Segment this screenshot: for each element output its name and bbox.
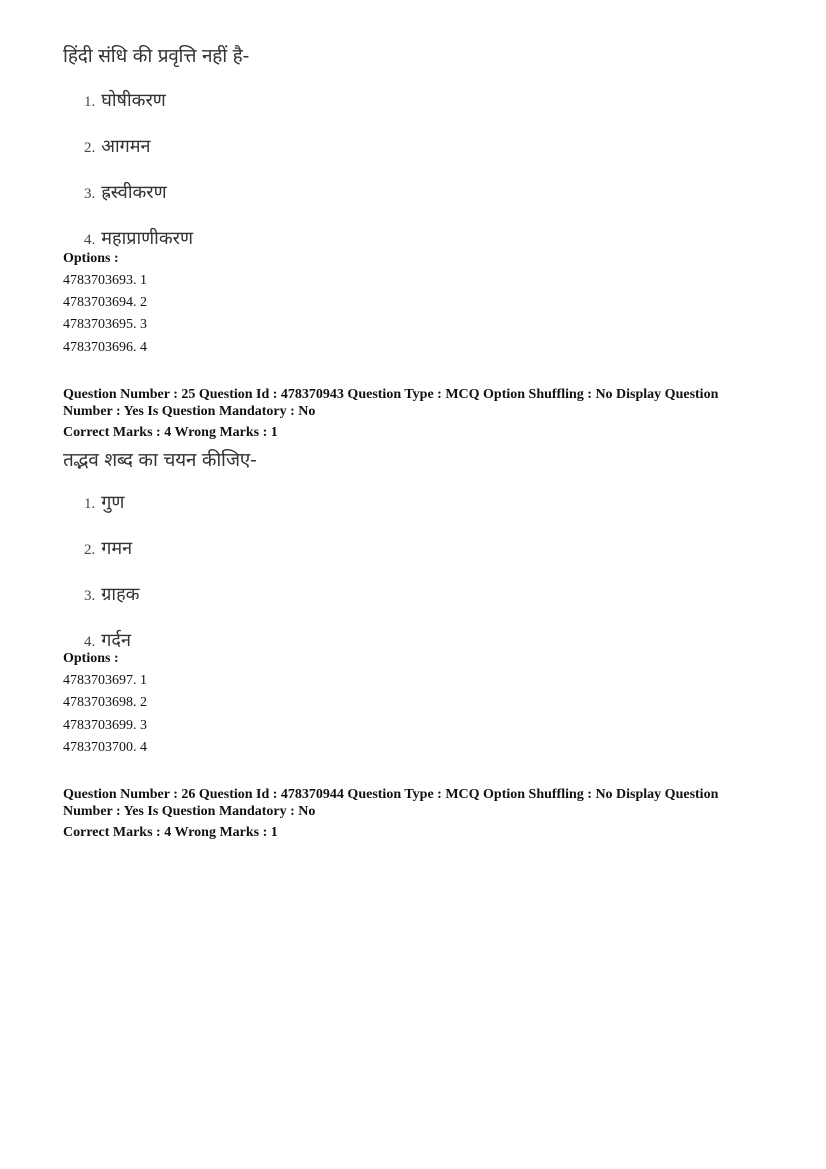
choice-text: महाप्राणीकरण (101, 228, 194, 249)
choice-text: गमन (101, 538, 133, 559)
option-id: 4783703700. 4 (63, 740, 147, 755)
choice-text: गुण (101, 492, 125, 513)
question-meta-line: Question Number : 25 Question Id : 478370943 Question Type : MCQ Option Shuffling : No Display Question (63, 387, 719, 402)
choice-text: घोषीकरण (101, 90, 166, 111)
option-id: 4783703699. 3 (63, 718, 147, 733)
options-label: Options : (63, 251, 119, 266)
option-id: 4783703696. 4 (63, 340, 147, 355)
question-24-choice-1 (84, 88, 166, 112)
question-25-text: तद्भव शब्द का चयन कीजिए- (63, 449, 257, 471)
option-id: 4783703695. 3 (63, 317, 147, 332)
question-24-choice-2 (84, 134, 151, 158)
question-26-meta (63, 786, 763, 841)
choice-text: गर्दन (101, 630, 131, 651)
choice-number: 3. (84, 186, 96, 202)
choice-number: 4. (84, 634, 96, 650)
choice-number: 2. (84, 542, 96, 558)
choice-number: 1. (84, 94, 96, 110)
choice-number: 2. (84, 140, 96, 156)
options-label: Options : (63, 651, 119, 666)
choice-text: ग्राहक (101, 584, 140, 605)
question-25-choice-4 (84, 628, 131, 652)
option-id: 4783703698. 2 (63, 695, 147, 710)
question-24-choice-3 (84, 180, 167, 204)
option-id: 4783703694. 2 (63, 295, 147, 310)
question-25-choice-3 (84, 582, 139, 606)
question-meta-line: Number : Yes Is Question Mandatory : No (63, 404, 316, 419)
question-marks: Correct Marks : 4 Wrong Marks : 1 (63, 825, 278, 840)
question-meta-line: Number : Yes Is Question Mandatory : No (63, 804, 316, 819)
question-marks: Correct Marks : 4 Wrong Marks : 1 (63, 425, 278, 440)
question-25-choice-1 (84, 490, 124, 514)
choice-number: 1. (84, 496, 96, 512)
question-25-choice-2 (84, 536, 132, 560)
question-24-text: हिंदी संधि की प्रवृत्ति नहीं है- (63, 45, 250, 67)
option-id: 4783703693. 1 (63, 273, 147, 288)
option-id: 4783703697. 1 (63, 673, 147, 688)
question-meta-line: Question Number : 26 Question Id : 478370944 Question Type : MCQ Option Shuffling : No Display Question (63, 787, 719, 802)
choice-number: 4. (84, 232, 96, 248)
question-25-meta (63, 386, 763, 441)
choice-number: 3. (84, 588, 96, 604)
choice-text: आगमन (101, 136, 151, 157)
question-24-choice-4 (84, 226, 193, 250)
choice-text: ह्रस्वीकरण (101, 182, 167, 203)
